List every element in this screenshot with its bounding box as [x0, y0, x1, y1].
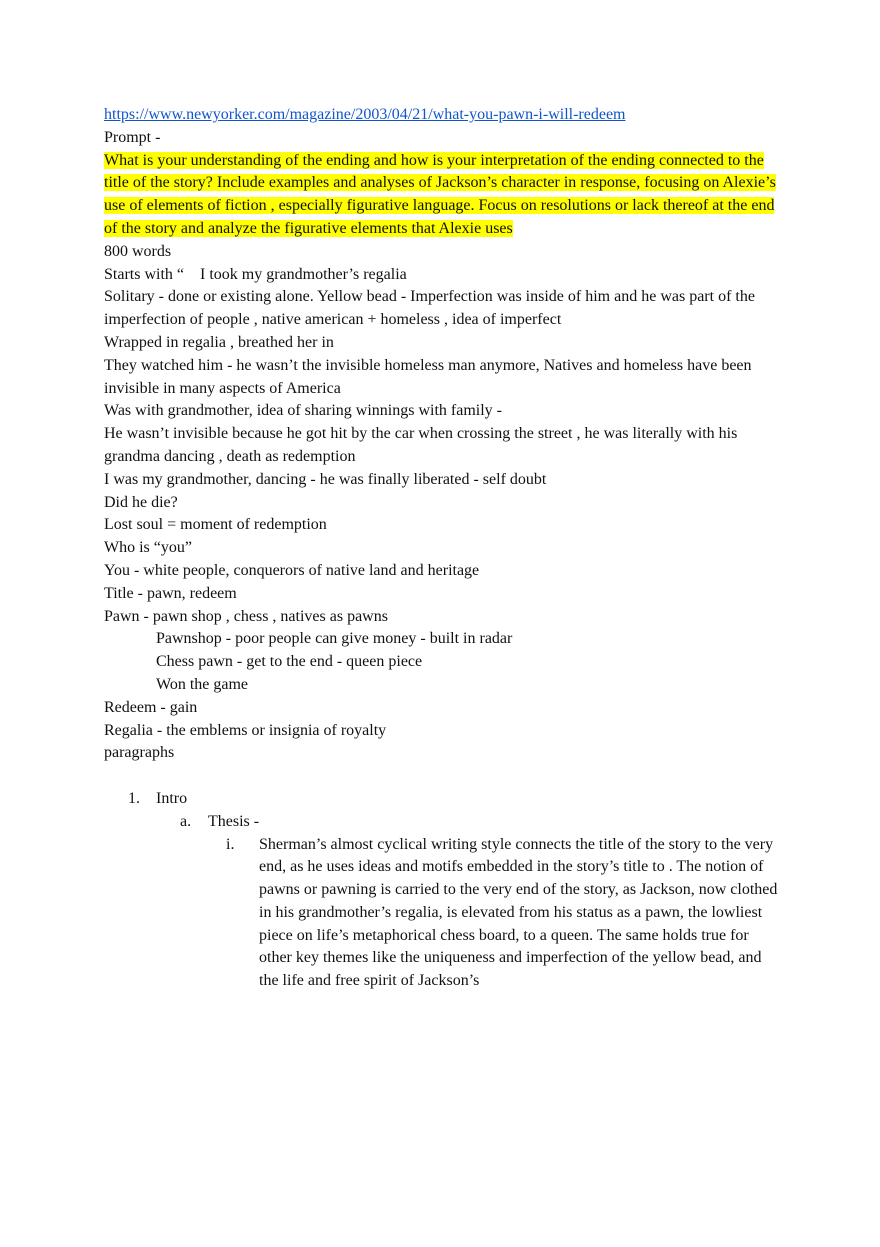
prompt-text-block [104, 150, 784, 241]
note-watched: They watched him - he wasn’t the invisible homeless man anymore, Natives and homeless have been invisible in many aspects of America [104, 356, 752, 397]
article-link-line [104, 104, 784, 127]
document-body [104, 104, 784, 993]
prompt-text: What is your understanding of the ending and how is your interpretation of the ending connected to the title of the story? Include examples and analyses of Jackson’s character in response, focusing on Alexie’s use of elements of fiction , especially figurative language. Focus on resolutions or lack thereof at the end of the story and analyze the figurative elements that Alexie uses [104, 151, 776, 237]
outline-item-intro [104, 788, 784, 811]
article-link[interactable]: https://www.newyorker.com/magazine/2003/04/21/what-you-pawn-i-will-redeem [104, 106, 626, 123]
note-title: Title - pawn, redeem [104, 584, 237, 602]
outline-marker-i: i. [226, 835, 235, 853]
word-count: 800 words [104, 242, 172, 260]
subnote-pawnshop: Pawnshop - poor people can give money - built in radar [156, 630, 513, 648]
note-solitary: Solitary - done or existing alone. Yellow bead - Imperfection was inside of him and he was part of the imperfection of people , native american + homeless , idea of imperfect [104, 288, 755, 329]
note-regalia-wrapped: Wrapped in regalia , breathed her in [104, 333, 334, 351]
outline-label-intro: Intro [156, 789, 188, 807]
outline-marker-a: a. [180, 812, 192, 830]
outline-item-thesis-text [104, 834, 784, 994]
outline-item-thesis [104, 811, 784, 834]
subnote-won-game: Won the game [156, 675, 249, 693]
subnote-chess-pawn: Chess pawn - get to the end - queen piece [156, 653, 423, 671]
spacer [104, 765, 784, 788]
note-redeem: Redeem - gain [104, 698, 198, 716]
thesis-paragraph: Sherman’s almost cyclical writing style connects the title of the story to the very end, as he uses ideas and motifs embedded in the story’s title to . The notion of pawns or pawning is carried to the very end of the story, as Jackson, now clothed in his grandmother’s regalia, is elevated from his status as a pawn, the lowliest piece on life’s metaphorical chess board, to a queen. The same holds true for other key themes like the uniqueness and imperfection of the yellow bead, and the life and free spirit of Jackson’s [259, 835, 778, 990]
note-paragraphs: paragraphs [104, 744, 175, 762]
note-grandmother: Was with grandmother, idea of sharing winnings with family - [104, 402, 502, 420]
note-lost-soul: Lost soul = moment of redemption [104, 516, 327, 534]
note-regalia-definition: Regalia - the emblems or insignia of royalty [104, 721, 387, 739]
outline-list [104, 788, 784, 993]
note-did-he-die: Did he die? [104, 493, 178, 511]
outline-label-thesis: Thesis - [208, 812, 260, 830]
note-who-is-you: Who is “you” [104, 539, 192, 557]
note-dancing: I was my grandmother, dancing - he was finally liberated - self doubt [104, 470, 547, 488]
note-starts-with: Starts with “ I took my grandmother’s regalia [104, 265, 407, 283]
prompt-label: Prompt - [104, 128, 161, 146]
note-invisible: He wasn’t invisible because he got hit by the car when crossing the street , he was literally with his grandma dancing , death as redemption [104, 425, 738, 465]
outline-marker-1: 1. [128, 789, 140, 807]
note-you-white-people: You - white people, conquerors of native land and heritage [104, 561, 480, 579]
note-pawn: Pawn - pawn shop , chess , natives as pawns [104, 607, 388, 625]
